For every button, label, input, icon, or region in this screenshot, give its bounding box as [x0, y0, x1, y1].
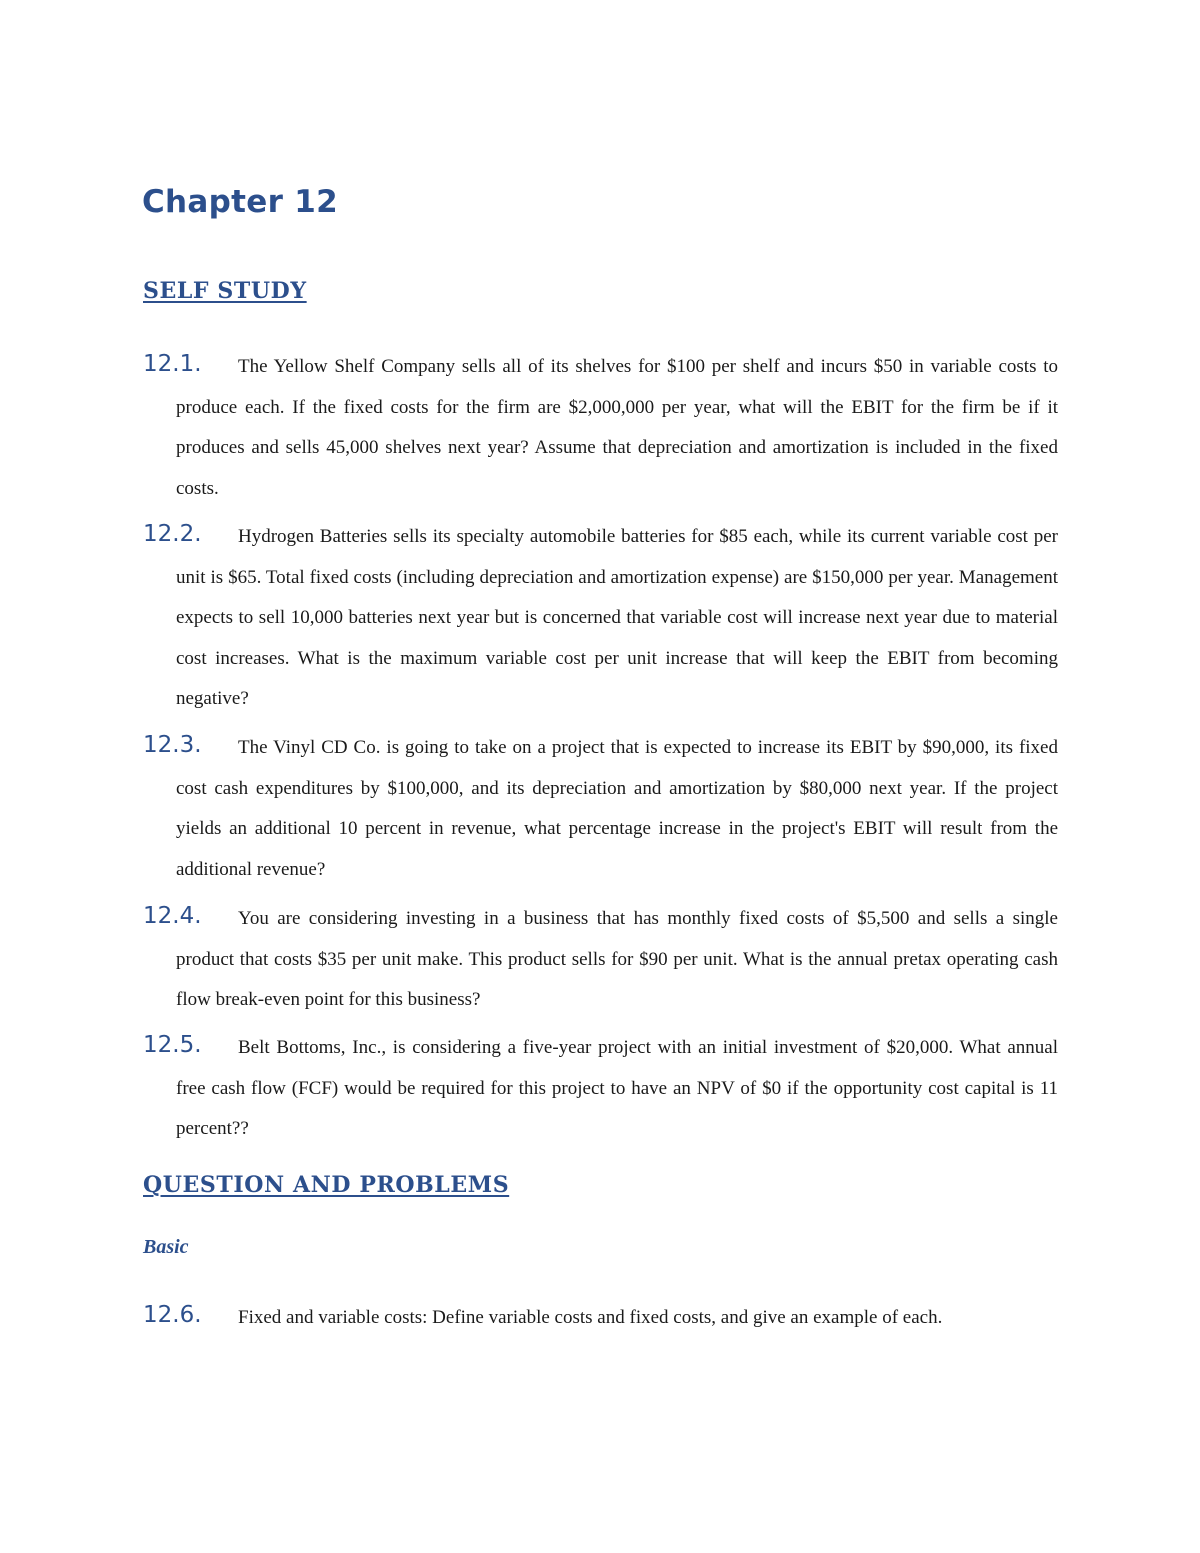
- problem-number: 12.6.: [143, 1302, 202, 1328]
- problem-text: Belt Bottoms, Inc., is considering a five-year project with an initial investment of $20,000. What annual free cash flow (FCF) would be required for this project to have an NPV of $0 if the opportunity cost capital is 11 percent??: [176, 1037, 1058, 1140]
- problem-text: The Yellow Shelf Company sells all of its shelves for $100 per shelf and incurs $50 in variable costs to produce each. If the fixed costs for the firm are $2,000,000 per year, what will the EBIT for the firm be if it produces and sells 45,000 shelves next year? Assume that depreciation and amortization is included in the fixed costs.: [176, 356, 1058, 499]
- problem-number: 12.5.: [143, 1032, 202, 1058]
- problem-text: Hydrogen Batteries sells its specialty automobile batteries for $85 each, while its current variable cost per unit is $65. Total fixed costs (including depreciation and amortization expense) are $150,000 per year. Management expects to sell 10,000 batteries next year but is concerned that variable cost will increase next year due to material cost increases. What is the maximum variable cost per unit increase that will keep the EBIT from becoming negative?: [176, 526, 1058, 710]
- problem-text: The Vinyl CD Co. is going to take on a project that is expected to increase its EBIT by $90,000, its fixed cost cash expenditures by $100,000, and its depreciation and amortization by $80,000 next year. If the project yields an additional 10 percent in revenue, what percentage increase in the project's EBIT will result from the additional revenue?: [176, 737, 1058, 880]
- section-heading-questions: QUESTION AND PROBLEMS: [143, 1172, 510, 1198]
- problem-text: You are considering investing in a business that has monthly fixed costs of $5,500 and sells a single product that costs $35 per unit make. This product sells for $90 per unit. What is the annual pretax operating cash flow break-even point for this business?: [176, 908, 1058, 1011]
- problem-number: 12.4.: [143, 903, 202, 929]
- problem-number: 12.3.: [143, 732, 202, 758]
- problem-number: 12.1.: [143, 351, 202, 377]
- problem-text: Fixed and variable costs: Define variable costs and fixed costs, and give an example of each.: [238, 1307, 943, 1328]
- section-heading-self-study: SELF STUDY: [143, 278, 307, 304]
- problem-number: 12.2.: [143, 521, 202, 547]
- subheading-basic: Basic: [143, 1236, 189, 1258]
- chapter-title: Chapter 12: [142, 184, 338, 220]
